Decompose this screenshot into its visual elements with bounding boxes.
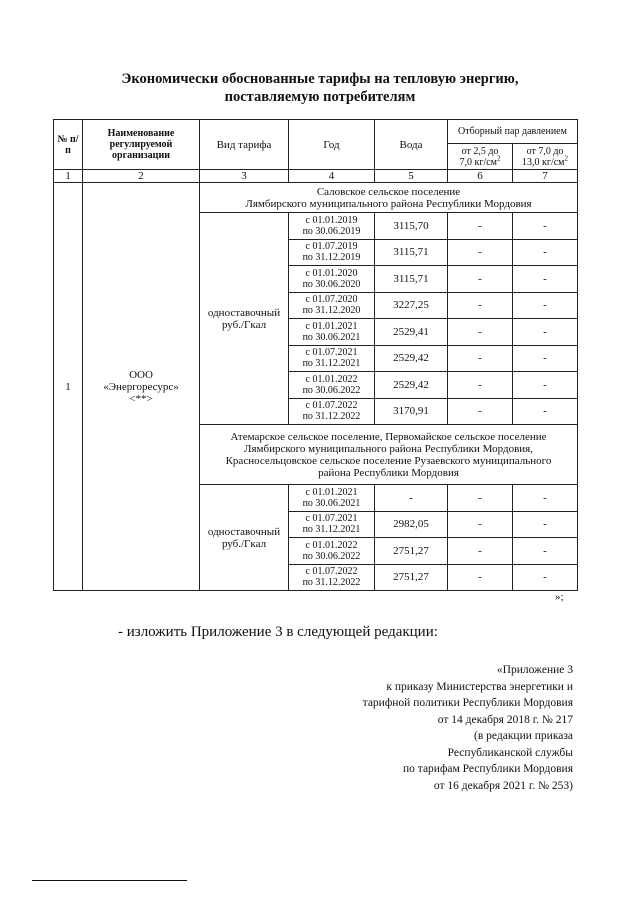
- header-steam: Отборный пар давлением: [448, 120, 578, 144]
- period-to: по 30.06.2021: [302, 331, 361, 343]
- steam-1-value: -: [448, 372, 513, 399]
- title-line-1: Экономически обоснованные тарифы на тепловую энергию,: [121, 71, 519, 87]
- steam-1-value: -: [448, 292, 513, 319]
- title-line-2: поставляемую потребителям: [224, 89, 416, 105]
- col-number: 1: [54, 170, 83, 183]
- period-to: по 31.12.2022: [302, 411, 361, 423]
- col-number: 3: [200, 170, 289, 183]
- period-from: с 01.07.2022: [305, 400, 358, 412]
- steam-1-value: -: [448, 319, 513, 346]
- water-value: 3115,71: [375, 266, 448, 293]
- footer-divider: [32, 880, 187, 881]
- period-to: по 31.12.2020: [302, 305, 361, 317]
- period-cell: [289, 564, 375, 591]
- water-value: 3227,25: [375, 292, 448, 319]
- period-cell: [289, 398, 375, 425]
- section-2-line-4: района Республики Мордовия: [318, 466, 459, 479]
- closing-quote: »;: [555, 591, 564, 603]
- steam-2-value: -: [513, 266, 578, 293]
- water-value: 2529,42: [375, 345, 448, 372]
- appendix-note-line: от 14 декабря 2018 г. № 217: [437, 713, 573, 726]
- section-1-line-2: Лямбирского муниципального района Республики Мордовия: [245, 197, 532, 210]
- period-to: по 31.12.2022: [302, 577, 361, 589]
- water-value: 2982,05: [375, 511, 448, 538]
- col-number: 4: [289, 170, 375, 183]
- steam-1-value: -: [448, 213, 513, 240]
- header-steam-2-line2: 13,0 кг/см: [521, 156, 565, 168]
- period-from: с 01.07.2021: [305, 513, 358, 525]
- tariff-type-line-2: руб./Гкал: [221, 318, 267, 331]
- steam-2-value: -: [513, 398, 578, 425]
- appendix-note-line: от 16 декабря 2021 г. № 253): [433, 779, 573, 792]
- tariff-type-line-2: руб./Гкал: [221, 537, 267, 550]
- header-water: Вода: [375, 120, 448, 170]
- appendix-note-line: тарифной политики Республики Мордовия: [362, 697, 573, 709]
- period-from: с 01.01.2020: [305, 267, 358, 279]
- header-steam-2-line1: от 7,0 до: [526, 145, 564, 157]
- header-num: № п/п: [54, 120, 83, 170]
- appendix-note-line: к приказу Министерства энергетики и: [386, 680, 573, 693]
- period-cell: [289, 345, 375, 372]
- header-steam-1-sup: 2: [497, 154, 501, 163]
- steam-1-value: -: [448, 398, 513, 425]
- org-line-2: «Энергоресурс»: [103, 380, 179, 393]
- water-value: 3115,70: [375, 213, 448, 240]
- section-1-line-1: Саловское сельское поселение: [316, 185, 461, 198]
- steam-1-value: -: [448, 345, 513, 372]
- steam-2-value: -: [513, 372, 578, 399]
- header-org: Наименование регулируемой организации: [83, 120, 200, 170]
- period-from: с 01.07.2020: [305, 294, 358, 306]
- section-2-line-3: Красносельцовское сельское поселение Рузаевского муниципального: [225, 454, 552, 467]
- row-number: 1: [54, 183, 83, 591]
- header-steam-1-line2: 7,0 кг/см: [459, 156, 497, 168]
- water-value: 2751,27: [375, 538, 448, 565]
- period-to: по 30.06.2022: [302, 550, 361, 562]
- col-number: 7: [513, 170, 578, 183]
- steam-2-value: -: [513, 213, 578, 240]
- period-cell: [289, 319, 375, 346]
- period-cell: [289, 538, 375, 565]
- period-from: с 01.07.2022: [305, 566, 358, 578]
- period-to: по 31.12.2021: [302, 524, 361, 536]
- period-from: с 01.01.2019: [305, 214, 358, 226]
- period-cell: [289, 511, 375, 538]
- tariff-table-body: [54, 120, 578, 591]
- appendix-note: [273, 662, 573, 794]
- period-cell: [289, 239, 375, 266]
- appendix-note-line: Республиканской службы: [447, 746, 573, 759]
- steam-2-value: -: [513, 511, 578, 538]
- steam-1-value: -: [448, 564, 513, 591]
- tariff-type-line-1: одноставочный: [207, 306, 281, 319]
- header-steam-1-line1: от 2,5 до: [461, 145, 499, 157]
- section-2-title: [200, 425, 578, 485]
- org-line-3: <**>: [129, 392, 153, 405]
- period-to: по 31.12.2019: [302, 252, 361, 264]
- water-value: 2529,41: [375, 319, 448, 346]
- section-2-line-2: Лямбирского муниципального района Республики Мордовия,: [244, 442, 533, 455]
- steam-1-value: -: [448, 538, 513, 565]
- period-to: по 30.06.2021: [302, 497, 361, 509]
- period-cell: [289, 213, 375, 240]
- period-to: по 31.12.2021: [302, 358, 361, 370]
- col-number: 5: [375, 170, 448, 183]
- tariff-type: [200, 213, 289, 425]
- water-value: -: [375, 485, 448, 512]
- org-line-1: ООО: [129, 368, 153, 381]
- period-from: с 01.01.2022: [305, 539, 358, 551]
- water-value: 3115,71: [375, 239, 448, 266]
- period-cell: [289, 266, 375, 293]
- period-cell: [289, 372, 375, 399]
- header-year: Год: [289, 120, 375, 170]
- steam-2-value: -: [513, 319, 578, 346]
- steam-2-value: -: [513, 345, 578, 372]
- steam-2-value: -: [513, 564, 578, 591]
- period-from: с 01.01.2021: [305, 320, 358, 332]
- appendix-note-line: по тарифам Республики Мордовия: [403, 763, 573, 775]
- header-steam-1: [448, 144, 513, 170]
- period-from: с 01.07.2021: [305, 347, 358, 359]
- steam-1-value: -: [448, 239, 513, 266]
- period-from: с 01.01.2021: [305, 486, 358, 498]
- section-2-line-1: Атемарское сельское поселение, Первомайское сельское поселение: [230, 430, 547, 443]
- period-from: с 01.01.2022: [305, 373, 358, 385]
- period-to: по 30.06.2019: [302, 225, 361, 237]
- appendix-note-line: «Приложение 3: [496, 664, 573, 676]
- instruction-text: - изложить Приложение 3 в следующей редакции:: [118, 624, 438, 640]
- water-value: 3170,91: [375, 398, 448, 425]
- tariff-table: [53, 119, 578, 591]
- period-to: по 30.06.2022: [302, 384, 361, 396]
- period-from: с 01.07.2019: [305, 241, 358, 253]
- col-number: 6: [448, 170, 513, 183]
- period-cell: [289, 485, 375, 512]
- water-value: 2751,27: [375, 564, 448, 591]
- tariff-type-line-1: одноставочный: [207, 525, 281, 538]
- period-cell: [289, 292, 375, 319]
- steam-2-value: -: [513, 292, 578, 319]
- period-to: по 30.06.2020: [302, 278, 361, 290]
- tariff-type: [200, 485, 289, 591]
- steam-2-value: -: [513, 538, 578, 565]
- header-tariff-kind: Вид тарифа: [200, 120, 289, 170]
- section-1-title: [200, 183, 578, 213]
- document-title: [60, 70, 580, 106]
- header-steam-2: [513, 144, 578, 170]
- steam-2-value: -: [513, 239, 578, 266]
- steam-2-value: -: [513, 485, 578, 512]
- steam-1-value: -: [448, 266, 513, 293]
- water-value: 2529,42: [375, 372, 448, 399]
- col-number: 2: [83, 170, 200, 183]
- appendix-note-line: (в редакции приказа: [474, 730, 573, 742]
- organization-name: [83, 183, 200, 591]
- steam-1-value: -: [448, 485, 513, 512]
- header-steam-2-sup: 2: [564, 154, 568, 163]
- steam-1-value: -: [448, 511, 513, 538]
